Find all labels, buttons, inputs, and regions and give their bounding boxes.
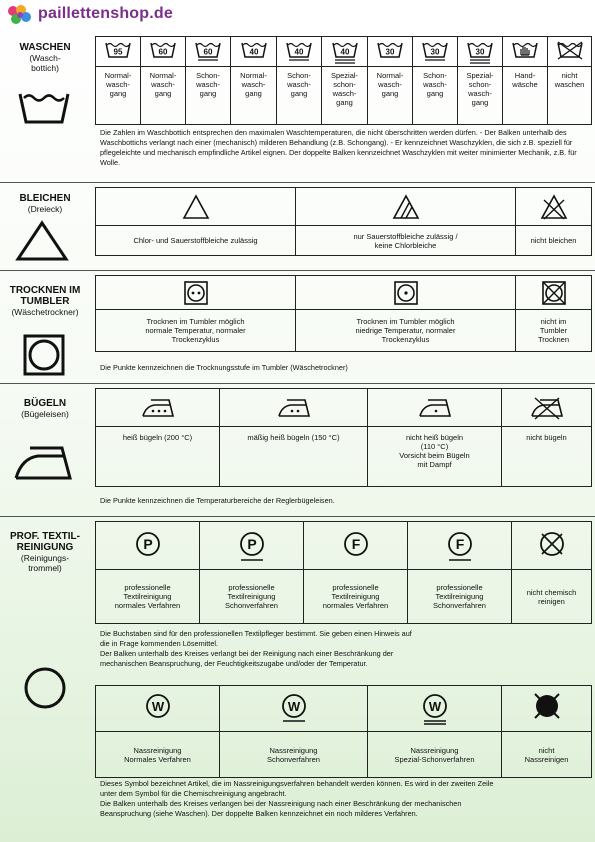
bleach-allowed-cell xyxy=(96,188,296,226)
wash-tub-30-icon xyxy=(420,39,450,65)
wash-symbol-cell xyxy=(141,37,186,67)
wet-clean-symbol-cell xyxy=(502,686,592,732)
dry-clean-label: professionelle Textilreinigung Schonverfahren xyxy=(200,570,304,624)
wash-tub-40-icon xyxy=(284,39,314,65)
svg-text:30: 30 xyxy=(385,47,395,56)
svg-text:P: P xyxy=(142,535,153,552)
bleach-no-cell xyxy=(516,188,592,226)
tumble-dryer-icon xyxy=(22,333,66,377)
dry-label-none: nicht im Tumbler Trocknen xyxy=(516,310,592,352)
bleach-oxygen-cell xyxy=(296,188,516,226)
bleach-label-none: nicht bleichen xyxy=(516,226,592,256)
wash-label: Schon- wasch- gang xyxy=(186,67,231,125)
dry-clean-symbol-cell xyxy=(200,522,304,570)
no-bleach-icon xyxy=(540,194,568,220)
wet-clean-icon xyxy=(418,691,452,727)
wash-tub-icon xyxy=(16,86,72,126)
svg-text:95: 95 xyxy=(113,47,123,56)
dry-clean-P-icon xyxy=(131,529,165,563)
svg-text:F: F xyxy=(455,535,464,552)
wash-symbol-cell xyxy=(186,37,231,67)
wet-clean-label: nicht Nassreinigen xyxy=(502,732,592,778)
iron-label-medium: mäßig heiß bügeln (150 °C) xyxy=(220,427,368,487)
dry-no-cell xyxy=(516,276,592,310)
cleaning-subtitle: (Reinigungs- trommel) xyxy=(20,553,70,573)
no-wet-clean-icon xyxy=(530,691,564,727)
wash-label: Normal- wasch- gang xyxy=(96,67,141,125)
section-bleaching xyxy=(0,183,595,251)
cleaning-drum-icon xyxy=(22,665,68,711)
bleach-oxygen-only-icon xyxy=(392,194,420,220)
site-domain: .de xyxy=(149,5,173,22)
dry-clean-symbol-cell xyxy=(304,522,408,570)
iron-label-none: nicht bügeln xyxy=(502,427,592,487)
svg-text:30: 30 xyxy=(475,47,485,56)
cleaning-title: PROF. TEXTIL- REINIGUNG xyxy=(10,531,80,553)
wash-symbol-cell xyxy=(548,37,592,67)
dry-clean-F-icon xyxy=(339,529,373,563)
no-wash-icon xyxy=(555,39,585,65)
ironing-subtitle: (Bügeleisen) xyxy=(21,409,69,419)
iron-hot-cell xyxy=(96,389,220,427)
wash-label: Normal- wasch- gang xyxy=(141,67,186,125)
wash-label: Schon- wasch- gang xyxy=(413,67,458,125)
wash-symbol-cell xyxy=(503,37,548,67)
svg-text:W: W xyxy=(151,698,164,714)
iron-icon xyxy=(12,440,74,484)
iron-label-low: nicht heiß bügeln (110 °C) Vorsicht beim Bügeln mit Dampf xyxy=(368,427,502,487)
iron-medium-cell xyxy=(220,389,368,427)
no-dry-clean-icon xyxy=(535,529,569,563)
hand-wash-icon xyxy=(510,39,540,65)
wet-clean-symbol-cell xyxy=(368,686,502,732)
site-logo[interactable] xyxy=(38,5,173,23)
wash-label: Spezial- schon- wasch- gang xyxy=(322,67,368,125)
dry-clean-label: professionelle Textilreinigung normales Verfahren xyxy=(96,570,200,624)
wash-symbol-cell xyxy=(458,37,503,67)
ironing-table xyxy=(95,388,592,487)
wash-symbol-cell xyxy=(96,37,141,67)
wash-label: Schon- wasch- gang xyxy=(277,67,322,125)
wet-clean-icon xyxy=(277,691,311,727)
tumble-dry-low-icon xyxy=(393,280,419,306)
wash-tub-40-icon xyxy=(330,39,360,65)
bleaching-title: BLEICHEN xyxy=(19,193,71,204)
svg-text:40: 40 xyxy=(294,47,304,56)
section-drying xyxy=(0,271,595,381)
wash-tub-60-icon xyxy=(148,39,178,65)
bleaching-subtitle: (Dreieck) xyxy=(27,204,63,214)
triangle-icon xyxy=(14,219,70,263)
drying-table xyxy=(95,275,592,352)
washing-note: Die Zahlen im Waschbottich entsprechen den maximalen Waschtemperaturen, die nicht überschritten werden dürfen. - Der Balken unterhalb des Waschbottichs verlangt nach einer (mechanisch) milderen Behandlung (z.B. Schongang). - Er kennzeichnet Waschzyklen, die sich z.B. speziell für pflegeleichte und mechanisch empfindliche Artikel eignen. Der doppelte Balken kennzeichnet Waschzyklen mit weiter minimierter Mechanik, z.B. für Wolle. xyxy=(100,128,577,167)
wet-clean-label: Nassreinigung Normales Verfahren xyxy=(96,732,220,778)
svg-text:60: 60 xyxy=(203,47,213,56)
dry-clean-label: professionelle Textilreinigung Schonverfahren xyxy=(408,570,512,624)
dry-clean-symbol-cell xyxy=(408,522,512,570)
iron-one-dot-icon xyxy=(418,396,452,420)
wash-tub-60-icon xyxy=(193,39,223,65)
dry-cleaning-note: Die Buchstaben sind für den professionellen Textilpfleger bestimmt. Sie geben einen Hinweis auf die in Frage kommenden Lösemittel. Der Balken unterhalb des Kreises verlangt bei der Reinigung nach einer Beschränkung der mechanischen Beanspruchung, der Feuchtigkeitszugabe und/oder der Temperatur. xyxy=(100,629,412,668)
wash-symbol-cell xyxy=(277,37,322,67)
site-name: paillettenshop xyxy=(38,5,150,22)
bleach-label-any: Chlor- und Sauerstoffbleiche zulässig xyxy=(96,226,296,256)
washing-table xyxy=(95,36,592,125)
bleaching-table xyxy=(95,187,592,256)
ironing-note: Die Punkte kennzeichnen die Temperaturbereiche der Reglerbügeleisen. xyxy=(100,496,335,505)
svg-text:W: W xyxy=(287,698,300,714)
wet-clean-icon xyxy=(141,691,175,727)
ironing-title: BÜGELN xyxy=(23,398,67,409)
washing-subtitle: (Wasch- bottich) xyxy=(29,53,61,73)
dry-clean-label: professionelle Textilreinigung normales Verfahren xyxy=(304,570,408,624)
wet-clean-label: Nassreinigung Spezial-Schonverfahren xyxy=(368,732,502,778)
dry-cleaning-table xyxy=(95,521,592,624)
wash-symbol-cell xyxy=(413,37,458,67)
site-header xyxy=(0,0,595,30)
dry-clean-symbol-cell xyxy=(512,522,592,570)
wash-label: nicht waschen xyxy=(548,67,592,125)
wet-clean-label: Nassreinigung Schonverfahren xyxy=(220,732,368,778)
no-tumble-dry-icon xyxy=(541,280,567,306)
wash-label: Normal- wasch- gang xyxy=(231,67,277,125)
dry-clean-label: nicht chemisch reinigen xyxy=(512,570,592,624)
tumble-dry-normal-icon xyxy=(183,280,209,306)
dry-label-low: Trocknen im Tumbler möglich niedrige Temperatur, normaler Trockenzyklus xyxy=(296,310,516,352)
svg-text:60: 60 xyxy=(158,47,168,56)
iron-three-dots-icon xyxy=(141,396,175,420)
section-washing xyxy=(0,30,595,180)
wash-tub-40-icon xyxy=(239,39,269,65)
dry-clean-F-icon xyxy=(443,529,477,563)
logo-dots-icon xyxy=(6,4,32,26)
svg-text:F: F xyxy=(351,535,360,552)
wash-tub-30-icon xyxy=(465,39,495,65)
wet-cleaning-note: Dieses Symbol bezeichnet Artikel, die im Nassreinigungsverfahren behandelt werden können. Es wird in der zweiten Zeile unter dem Symbol für die Chemischreinigung angebracht. Die Balken unterhalb des Kreises verlangen bei der Nassreinigung nach einer Beschränkung der mechanischen Beanspruchung (siehe Waschen). Der doppelte Balken kennzeichnet ein noch milderes Verfahren. xyxy=(100,779,494,818)
iron-no-cell xyxy=(502,389,592,427)
svg-text:40: 40 xyxy=(340,47,349,56)
wash-tub-95-icon xyxy=(103,39,133,65)
washing-title: WASCHEN xyxy=(19,42,71,53)
no-iron-icon xyxy=(530,396,564,420)
svg-text:40: 40 xyxy=(249,47,258,56)
wash-label: Normal- wasch- gang xyxy=(368,67,413,125)
dry-clean-P-icon xyxy=(235,529,269,563)
dry-normal-cell xyxy=(96,276,296,310)
wash-symbol-cell xyxy=(231,37,277,67)
wash-label: Spezial- schon- wasch- gang xyxy=(458,67,503,125)
svg-text:P: P xyxy=(246,535,257,552)
svg-text:W: W xyxy=(428,698,441,714)
bleach-any-icon xyxy=(182,194,210,220)
dry-low-cell xyxy=(296,276,516,310)
iron-two-dots-icon xyxy=(277,396,311,420)
svg-text:30: 30 xyxy=(430,47,440,56)
dry-clean-symbol-cell xyxy=(96,522,200,570)
wet-cleaning-table xyxy=(95,685,592,778)
iron-label-hot: heiß bügeln (200 °C) xyxy=(96,427,220,487)
bleach-label-oxygen: nur Sauerstoffbleiche zulässig / keine Chlorbleiche xyxy=(296,226,516,256)
dry-label-normal: Trocknen im Tumbler möglich normale Temperatur, normaler Trockenzyklus xyxy=(96,310,296,352)
wash-symbol-cell xyxy=(368,37,413,67)
section-ironing xyxy=(0,384,595,514)
wet-clean-symbol-cell xyxy=(96,686,220,732)
wash-symbol-cell xyxy=(322,37,368,67)
drying-subtitle: (Wäschetrockner) xyxy=(11,307,79,317)
section-cleaning xyxy=(0,517,595,835)
drying-note: Die Punkte kennzeichnen die Trocknungsstufe im Tumbler (Wäschetrockner) xyxy=(100,363,348,372)
wash-tub-30-icon xyxy=(375,39,405,65)
iron-low-cell xyxy=(368,389,502,427)
wash-label: Hand- wäsche xyxy=(503,67,548,125)
wet-clean-symbol-cell xyxy=(220,686,368,732)
drying-title: TROCKNEN IM TUMBLER xyxy=(9,285,81,307)
